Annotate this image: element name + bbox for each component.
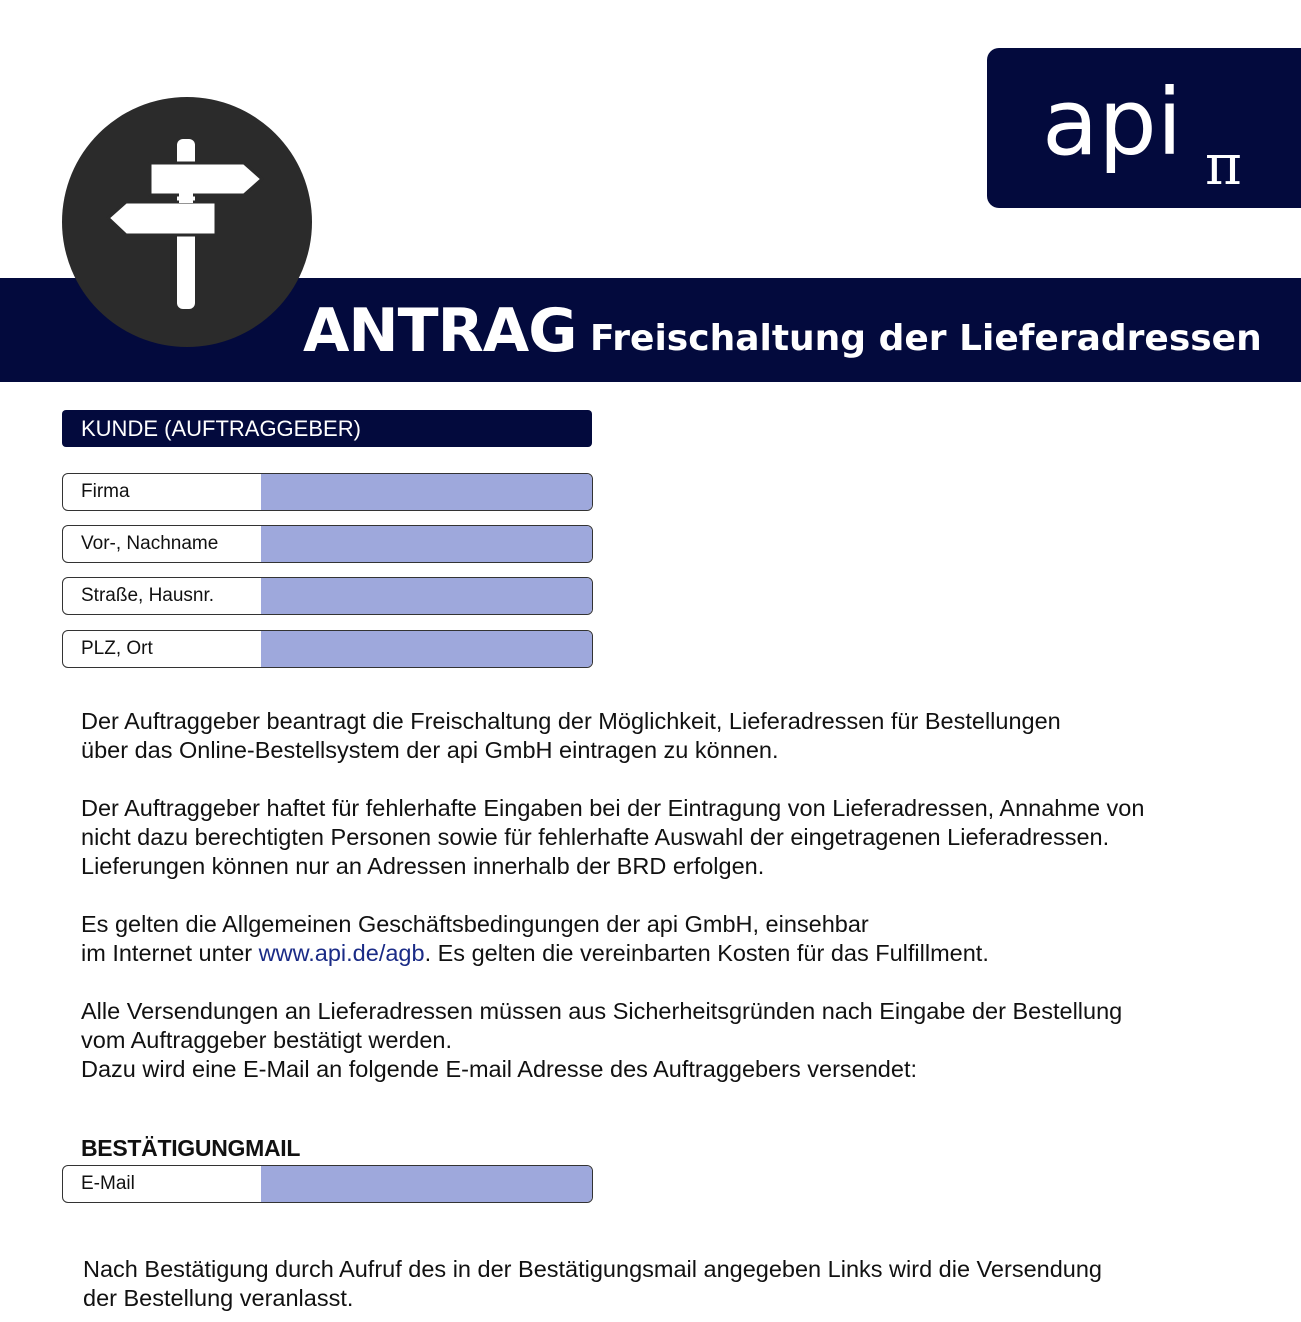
paragraph-request <box>81 707 1061 765</box>
paragraph-final <box>83 1255 1102 1313</box>
field-email <box>62 1165 593 1203</box>
paragraph-liability <box>81 794 1144 881</box>
field-label: Firma <box>81 481 130 502</box>
field-label: Vor-, Nachname <box>81 533 219 554</box>
paragraph-line: Der Auftraggeber haftet für fehlerhafte Eingaben bei der Eintragung von Lieferadressen, Annahme von <box>81 795 1145 821</box>
logo-pi: π <box>1205 133 1242 198</box>
paragraph-line: Dazu wird eine E-Mail an folgende E-mail Adresse des Auftraggebers versendet: <box>81 1056 918 1082</box>
field-name <box>62 525 593 563</box>
signpost-icon <box>62 97 312 347</box>
field-city <box>62 630 593 668</box>
field-label: Straße, Hausnr. <box>81 585 215 606</box>
paragraph-line: Es gelten die Allgemeinen Geschäftsbedingungen der api GmbH, einsehbar <box>81 911 869 937</box>
page-subtitle: Freischaltung der Lieferadressen <box>590 318 1262 359</box>
city-input[interactable] <box>261 630 592 667</box>
paragraph-line: . Es gelten die vereinbarten Kosten für das Fulfillment. <box>424 940 989 966</box>
paragraph-line: im Internet unter <box>81 940 259 966</box>
api-logo <box>987 48 1301 208</box>
name-input[interactable] <box>261 525 592 562</box>
paragraph-line: Nach Bestätigung durch Aufruf des in der Bestätigungsmail angegeben Links wird die Versendung <box>83 1256 1102 1282</box>
email-input[interactable] <box>261 1165 592 1202</box>
street-input[interactable] <box>261 577 592 614</box>
logo-text: api <box>1042 69 1183 176</box>
confirmation-heading: BESTÄTIGUNGMAIL <box>81 1135 301 1161</box>
field-label: PLZ, Ort <box>81 638 153 659</box>
paragraph-line: vom Auftraggeber bestätigt werden. <box>81 1027 452 1053</box>
paragraph-line: Lieferungen können nur an Adressen innerhalb der BRD erfolgen. <box>81 853 765 879</box>
paragraph-line: Der Auftraggeber beantragt die Freischaltung der Möglichkeit, Lieferadressen für Bestellungen <box>81 708 1061 734</box>
agb-link[interactable]: www.api.de/agb <box>258 940 425 966</box>
customer-section-heading: KUNDE (AUFTRAGGEBER) <box>62 410 592 447</box>
page-title: ANTRAG <box>303 296 577 366</box>
paragraph-terms <box>81 910 989 968</box>
field-street <box>62 577 593 615</box>
paragraph-line: nicht dazu berechtigten Personen sowie für fehlerhafte Auswahl der eingetragenen Lieferadressen. <box>81 824 1110 850</box>
paragraph-line: der Bestellung veranlasst. <box>83 1285 354 1311</box>
field-label: E-Mail <box>81 1173 135 1194</box>
paragraph-line: Alle Versendungen an Lieferadressen müssen aus Sicherheitsgründen nach Eingabe der Bestellung <box>81 998 1123 1024</box>
field-firma <box>62 473 593 511</box>
api-logo-graphic <box>987 48 1301 208</box>
paragraph-line: über das Online-Bestellsystem der api GmbH eintragen zu können. <box>81 737 779 763</box>
paragraph-confirmation-info <box>81 997 1122 1084</box>
firma-input[interactable] <box>261 473 592 510</box>
